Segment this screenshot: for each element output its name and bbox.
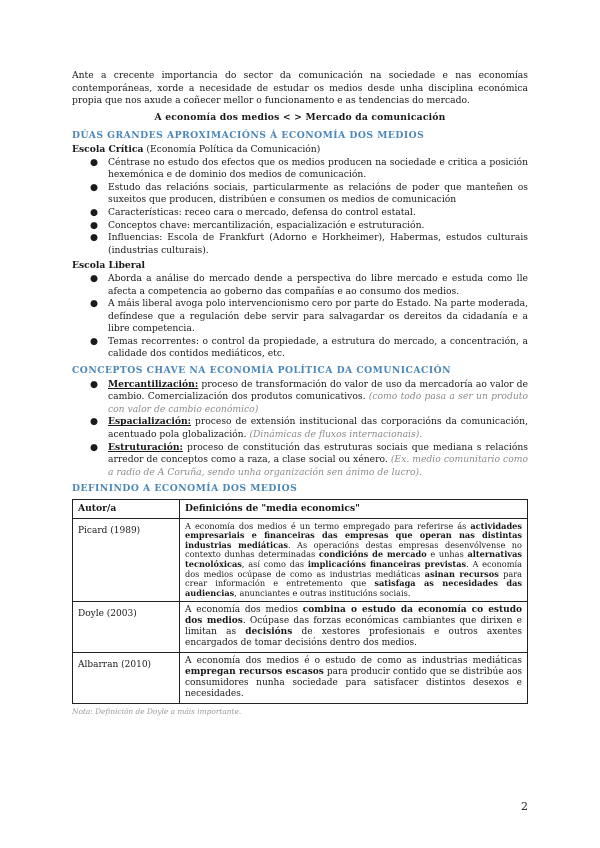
section-heading-approaches: DÚAS GRANDES APROXIMACIÓNS Á ECONOMÍA DOS MEDIOS [72, 130, 425, 142]
bullet-icon: ● [90, 335, 99, 347]
author-cell: Albarran (2010) [73, 653, 180, 704]
bullet-icon: ● [90, 219, 99, 231]
intro-paragraph: Ante a crecente importancia do sector da comunicación na sociedade e nas economías contemporáneas, xorde a necesidade de estudar os medios desde unha disciplina económica propia que nos axude a coñecer mellor o funcionamento e as tendencias do mercado. [72, 70, 528, 107]
list-item: ● Céntrase no estudo dos efectos que os medios producen na sociedade e critica a posición hexemónica e de dominio dos medios de comunicación. [90, 156, 528, 181]
list-item: ● Temas recorrentes: o control da propiedade, a estrutura do mercado, a concentración, a calidade dos contidos mediáticos, etc. [90, 335, 528, 360]
table-header-row [73, 500, 528, 519]
list-item: ● Aborda a análise do mercado dende a perspectiva do libre mercado e estuda como lle afecta a competencia ao goberno das compañías e ao consumo dos medios. [90, 272, 528, 297]
bullet-icon: ● [90, 181, 99, 193]
author-cell: Doyle (2003) [73, 602, 180, 653]
bullet-icon: ● [90, 441, 99, 453]
critical-school-title: Escola Crítica [72, 143, 144, 155]
key-concepts-list [72, 379, 528, 480]
concept-term: Espacialización: [108, 416, 192, 428]
bullet-icon: ● [90, 272, 99, 284]
list-item: ● A máis liberal avoga polo intervencionismo cero por parte do Estado. Na parte moderada, defíndese que a regulación debe servir para salvagardar os dereitos da cidadanía e a libre competencia. [90, 298, 528, 335]
liberal-school-list [72, 273, 528, 361]
list-item: ● Mercantilización: proceso de transformación do valor de uso da mercadoría ao valor de cambio. Comercialización dos produtos comunicativos. (como todo pasa a ser un produto con valor de cambio económico) [90, 378, 528, 415]
list-item: ● Características: receo cara o mercado, defensa do control estatal. [90, 206, 416, 218]
liberal-school-title: Escola Liberal [72, 260, 146, 272]
definition-cell: A economía dos medios é un termo empregado para referirse ás actividades empresariais e financeiras das empresas que operan nas distintas industrias mediáticas. As operacións destas empresas desenvólvense no contexto dunhas determinadas condicións de mercado e unhas alternativas tecnolóxicas, así como das implicacións financeiras previstas. A economía dos medios ocúpase de como as industrias mediáticas asinan recursos para crear información e entretemento que satisfaga as necesidades das audiencias, anunciantes e outras institucións sociais. [180, 518, 528, 602]
table-row [73, 518, 528, 602]
concept-note: (como todo pasa a ser un produto con valor de cambio económico) [108, 391, 528, 415]
definition-cell: A economía dos medios é o estudo de como as industrias mediáticas empregan recursos escasos para producir contido que se distribúe aos consumidores nunha sociedade para satisfacer distintos desexos e necesidades. [180, 653, 528, 704]
concept-term: Estruturación: [108, 441, 183, 453]
bullet-icon: ● [90, 156, 99, 168]
bullet-icon: ● [90, 298, 99, 310]
main-title: A economía dos medios < > Mercado da comunicación [154, 111, 446, 123]
critical-school-note: (Economía Política da Comunicación) [143, 143, 321, 155]
bullet-icon: ● [90, 378, 99, 390]
column-header-author: Autor/a [73, 500, 180, 519]
list-item: ● Espacialización: proceso de extensión institucional das corporacións da comunicación, acentuado pola globalización. (Dinámicas de fluxos internacionais). [90, 416, 528, 441]
list-item: ● Estudo das relacións sociais, particularmente as relacións de poder que manteñen os suxeitos que producen, distribúen e consumen os medios de comunicación [90, 181, 528, 206]
table-row [73, 653, 528, 704]
critical-school-heading [72, 144, 528, 157]
definitions-table [72, 499, 528, 704]
concept-note: (Dinámicas de fluxos internacionais). [249, 429, 423, 441]
table-row [73, 602, 528, 653]
list-item: ● Influencias: Escola de Frankfurt (Adorno e Horkheimer), Habermas, estudos culturais (industrias culturais). [90, 232, 528, 256]
definition-cell: A economía dos medios combina o estudo da economía co estudo dos medios. Ocúpase das forzas económicas cambiantes que dirixen e limitan as decisións de xestores profesionais e outros axentes encargados de tomar decisións dentro dos medios. [180, 602, 528, 653]
page-number: 2 [521, 800, 528, 813]
list-item: ● Conceptos chave: mercantilización, espacialización e estruturación. [90, 219, 425, 231]
concept-term: Mercantilización: [108, 378, 199, 390]
critical-school-list [72, 157, 528, 258]
section-heading-key-concepts: CONCEPTOS CHAVE NA ECONOMÍA POLÍTICA DA COMUNICACIÓN [72, 365, 452, 377]
author-cell: Picard (1989) [73, 518, 180, 602]
bullet-icon: ● [90, 206, 99, 218]
section-heading-defining: DEFININDO A ECONOMÍA DOS MEDIOS [72, 483, 298, 495]
concept-note: (Ex. medio comunitario como a radio de A Coruña, sendo unha organización sen ánimo de lucro). [108, 454, 528, 478]
bullet-icon: ● [90, 416, 99, 428]
list-item: ● Estruturación: proceso de constitución das estruturas sociais que mediana s relacións arredor de conceptos como a raza, a clase social ou xénero. (Ex. medio comunitario como a radio de A Coruña, sendo unha organización sen ánimo de lucro). [90, 441, 528, 478]
bullet-icon: ● [90, 232, 99, 244]
document-page [72, 70, 528, 719]
table-note: Nota: Definición de Doyle a máis importante. [72, 707, 242, 717]
column-header-definition: Definicións de "media economics" [180, 500, 528, 519]
